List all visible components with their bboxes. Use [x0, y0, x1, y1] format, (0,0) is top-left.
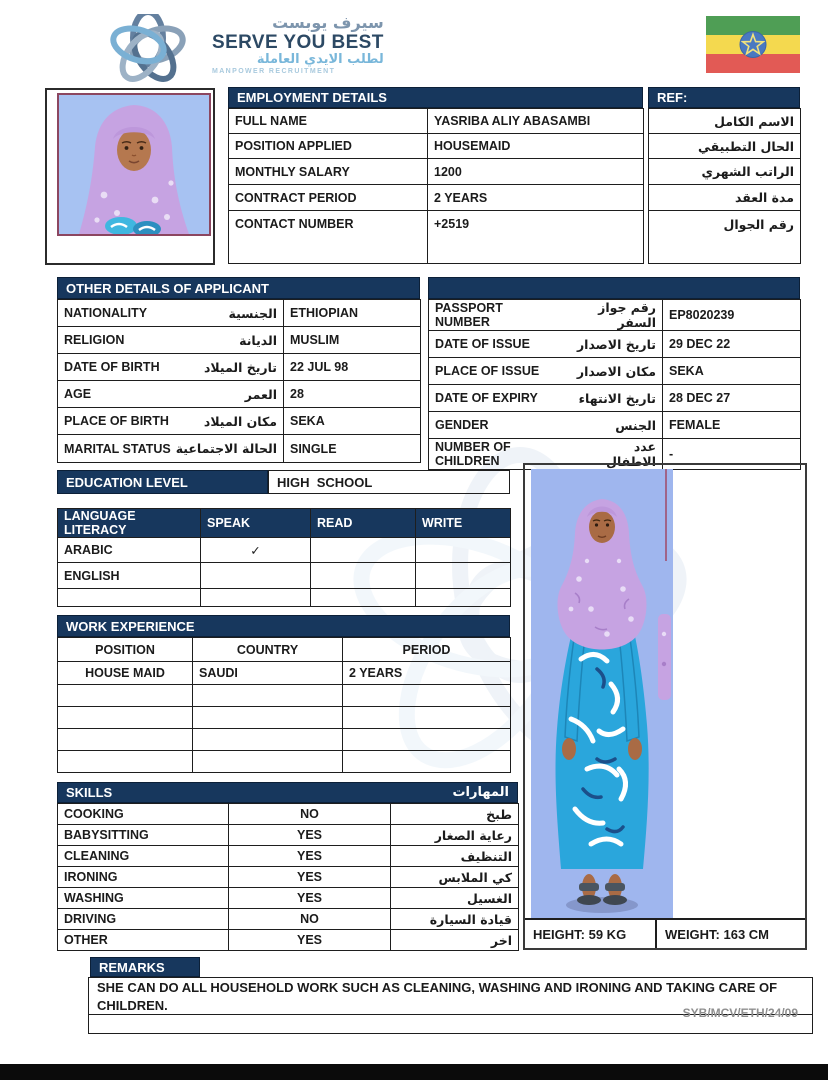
skill-name: CLEANING: [58, 846, 229, 867]
skills-table: [57, 803, 519, 951]
field-value: EP8020239: [663, 300, 801, 331]
full-body-photo: [531, 469, 673, 919]
field-label: DATE OF ISSUE تاريخ الاصدار: [429, 331, 663, 358]
write-cell: [416, 589, 511, 607]
country-cell: [193, 685, 343, 707]
ethiopia-flag-icon: [706, 16, 800, 73]
language-name: ENGLISH: [58, 563, 201, 589]
field-label: DATE OF EXPIRY تاريخ الانتهاء: [429, 385, 663, 412]
agency-logo-icon: [92, 14, 204, 82]
language-name: [58, 589, 201, 607]
field-arabic-label: الحال التطبيقي: [649, 134, 801, 159]
period-cell: [343, 729, 511, 751]
logo-arabic-tagline: لطلب الايدي العاملة: [256, 52, 384, 68]
field-value: SEKA: [663, 358, 801, 385]
country-cell: [193, 707, 343, 729]
column-header: WRITE: [416, 509, 511, 538]
position-cell: [58, 685, 193, 707]
other-details-header: OTHER DETAILS OF APPLICANT: [57, 277, 420, 299]
read-cell: [311, 589, 416, 607]
country-cell: [193, 751, 343, 773]
field-value: 28 DEC 27: [663, 385, 801, 412]
skill-value: YES: [229, 930, 391, 951]
language-name: ARABIC: [58, 538, 201, 563]
remarks-header: REMARKS: [90, 957, 200, 977]
field-label: PASSPORT NUMBER رقم جواز السفر: [429, 300, 663, 331]
country-cell: SAUDI: [193, 662, 343, 685]
field-label: MARITAL STATUS الحالة الاجتماعية: [58, 435, 284, 463]
skills-title-arabic: المهارات: [452, 785, 509, 800]
field-label: PLACE OF BIRTH مكان الميلاد: [58, 408, 284, 435]
speak-cell: [201, 563, 311, 589]
education-level-value: HIGH SCHOOL: [268, 470, 510, 494]
read-cell: [311, 563, 416, 589]
read-cell: [311, 538, 416, 563]
ref-header: REF:: [648, 87, 800, 108]
skill-arabic: رعاية الصغار: [391, 825, 519, 846]
position-cell: [58, 707, 193, 729]
employment-details-header: EMPLOYMENT DETAILS: [228, 87, 643, 108]
position-cell: [58, 729, 193, 751]
field-value: FEMALE: [663, 412, 801, 439]
skill-name: BABYSITTING: [58, 825, 229, 846]
skill-name: WASHING: [58, 888, 229, 909]
portrait-photo-frame: [45, 88, 215, 265]
column-header: READ: [311, 509, 416, 538]
skill-name: IRONING: [58, 867, 229, 888]
weight-cell: WEIGHT: 163 CM: [657, 918, 805, 948]
period-cell: [343, 707, 511, 729]
work-experience-header: WORK EXPERIENCE: [57, 615, 510, 637]
skill-arabic: الغسيل: [391, 888, 519, 909]
height-cell: HEIGHT: 59 KG: [525, 918, 657, 948]
logo-name: SERVE YOU BEST: [212, 31, 384, 53]
other-details-right-table: [428, 299, 801, 470]
field-value: SINGLE: [284, 435, 421, 463]
skill-arabic: التنظيف: [391, 846, 519, 867]
position-cell: HOUSE MAID: [58, 662, 193, 685]
agency-logo-text: [212, 14, 384, 76]
field-label: NATIONALITY الجنسية: [58, 300, 284, 327]
field-label: RELIGION الديانة: [58, 327, 284, 354]
logo-tagline: MANPOWER RECRUITMENT: [212, 67, 336, 75]
speak-cell: [201, 589, 311, 607]
logo-arabic-name: سيرف يوبست: [272, 13, 384, 32]
field-value: HOUSEMAID: [428, 134, 644, 159]
portrait-photo: [57, 93, 211, 236]
field-value: YASRIBA ALIY ABASAMBI: [428, 109, 644, 134]
period-cell: [343, 751, 511, 773]
period-cell: [343, 685, 511, 707]
language-literacy-table: [57, 508, 511, 607]
field-value: -: [663, 439, 801, 470]
field-label: GENDER الجنس: [429, 412, 663, 439]
other-details-header-right: [428, 277, 800, 299]
employment-table: [228, 108, 644, 264]
skills-title: SKILLS: [66, 785, 113, 800]
skill-name: COOKING: [58, 804, 229, 825]
skill-name: OTHER: [58, 930, 229, 951]
field-value: 2 YEARS: [428, 185, 644, 211]
column-header: POSITION: [58, 638, 193, 662]
field-label: CONTRACT PERIOD: [229, 185, 428, 211]
field-arabic-label: مدة العقد: [649, 185, 801, 211]
field-value: 29 DEC 22: [663, 331, 801, 358]
work-experience-table: [57, 637, 511, 773]
country-cell: [193, 729, 343, 751]
column-header: SPEAK: [201, 509, 311, 538]
field-value: +2519: [428, 211, 644, 264]
position-cell: [58, 751, 193, 773]
skill-value: YES: [229, 846, 391, 867]
field-value: 22 JUL 98: [284, 354, 421, 381]
field-value: 1200: [428, 159, 644, 185]
field-label: DATE OF BIRTH تاريخ الميلاد: [58, 354, 284, 381]
other-details-left-table: [57, 299, 421, 463]
skill-value: NO: [229, 804, 391, 825]
period-cell: 2 YEARS: [343, 662, 511, 685]
write-cell: [416, 538, 511, 563]
education-level-header: EDUCATION LEVEL: [57, 470, 268, 494]
field-label: POSITION APPLIED: [229, 134, 428, 159]
skill-arabic: كي الملابس: [391, 867, 519, 888]
skill-name: DRIVING: [58, 909, 229, 930]
column-header: LANGUAGE LITERACY: [58, 509, 201, 538]
column-header: COUNTRY: [193, 638, 343, 662]
checkmark-cell: ✓: [201, 538, 311, 563]
field-arabic-label: رقم الجوال: [649, 211, 801, 264]
skill-arabic: اخر: [391, 930, 519, 951]
skill-value: YES: [229, 867, 391, 888]
skill-value: YES: [229, 825, 391, 846]
full-body-photo-frame: [523, 463, 807, 950]
field-label: CONTACT NUMBER: [229, 211, 428, 264]
employment-arabic-column: [648, 108, 801, 264]
field-label: FULL NAME: [229, 109, 428, 134]
reference-code: SYB/MCV/ETH/24/09: [682, 1006, 798, 1020]
field-label: PLACE OF ISSUE مكان الاصدار: [429, 358, 663, 385]
skills-header: [57, 782, 518, 803]
skill-value: YES: [229, 888, 391, 909]
scan-edge-strip: [0, 1064, 828, 1080]
skill-arabic: قيادة السيارة: [391, 909, 519, 930]
skill-value: NO: [229, 909, 391, 930]
skill-arabic: طبخ: [391, 804, 519, 825]
field-label: NUMBER OF CHILDREN عدد الاطفال: [429, 439, 663, 470]
field-label: AGE العمر: [58, 381, 284, 408]
field-value: ETHIOPIAN: [284, 300, 421, 327]
field-arabic-label: الراتب الشهري: [649, 159, 801, 185]
column-header: PERIOD: [343, 638, 511, 662]
remarks-text: SHE CAN DO ALL HOUSEHOLD WORK SUCH AS CLEANING, WASHING AND IRONING AND TAKING CARE OF CHILDREN.: [97, 980, 778, 1013]
field-value: 28: [284, 381, 421, 408]
field-value: SEKA: [284, 408, 421, 435]
field-value: MUSLIM: [284, 327, 421, 354]
field-label: MONTHLY SALARY: [229, 159, 428, 185]
write-cell: [416, 563, 511, 589]
field-arabic-label: الاسم الكامل: [649, 109, 801, 134]
